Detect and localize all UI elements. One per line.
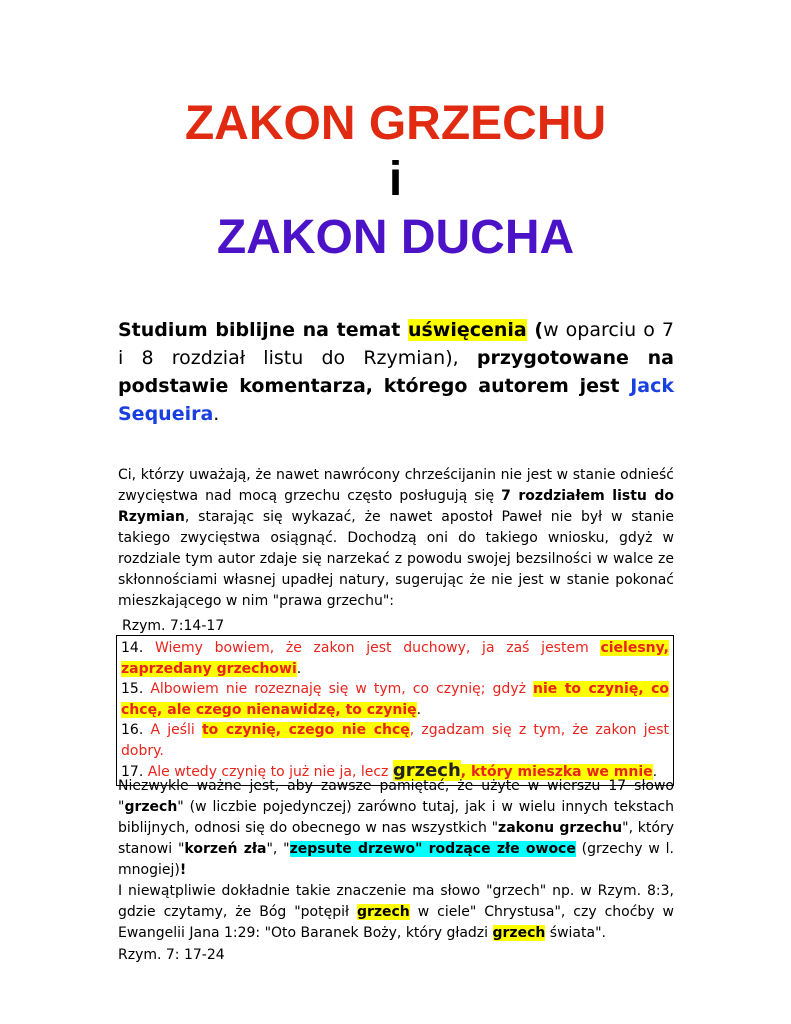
intro-text-d: w oparciu o 7 i 8 rozdział listu do Rzymian), bbox=[118, 319, 674, 369]
verse-17-num: 17. bbox=[121, 764, 148, 780]
reference-2: Rzym. 7: 17-24 bbox=[118, 947, 225, 963]
verse-16 bbox=[121, 720, 669, 761]
verse-17-end: . bbox=[652, 764, 658, 780]
title-line-1: ZAKON GRZECHU bbox=[184, 97, 607, 150]
verse-16-end: , zgadzam się z tym, że zakon jest dobry. bbox=[121, 722, 669, 759]
verse-14-end: . bbox=[296, 660, 302, 677]
verse-17-highlight: , który mieszka we mnie bbox=[460, 764, 653, 780]
para2-text-o: świata". bbox=[545, 925, 606, 941]
intro-text-f: . bbox=[213, 403, 220, 425]
intro-text-c: ( bbox=[526, 319, 544, 341]
intro-text-e: przygotowane na podstawie komentarza, którego autorem jest bbox=[118, 347, 675, 397]
para2-grzech-1: grzech bbox=[124, 799, 178, 815]
verse-16-text: A jeśli bbox=[150, 722, 202, 738]
para1-text-b: 7 rozdziałem listu do Rzymian bbox=[118, 488, 674, 525]
verse-15-end: . bbox=[416, 701, 422, 718]
verse-17-text: Ale wtedy czynię to już nie ja, lecz bbox=[147, 764, 393, 780]
verse-14-highlight: cielesny, zaprzedany grzechowi bbox=[121, 640, 669, 677]
verse-16-highlight: to czynię, czego nie chcę bbox=[201, 722, 410, 738]
para2-text-c: " (w liczbie pojedynczej) zarówno tutaj, jak i w wielu innych tekstach biblijnych, odnosi się do obecnego w nas wszystkich " bbox=[118, 799, 674, 836]
para2-text-i: (grzechy w l. mnogiej) bbox=[118, 841, 674, 878]
para1-text-c: , starając się wykazać, że nawet apostoł Paweł nie był w stanie takiego zwycięstwa osiągnąć. Dochodzą oni do takiego wniosku, gdyż w rozdziale tym autor zdaje się narzekać z powodu swojej bezsilności w walce ze skłonnościami własnej upadłej natury, sugerując że nie jest w stanie pokonać mieszkającego w nim "prawa grzechu": bbox=[118, 509, 674, 609]
verse-16-num: 16. bbox=[121, 722, 151, 738]
para2-exclaim: ! bbox=[179, 862, 187, 878]
title-line-3: ZAKON DUCHA bbox=[216, 211, 575, 264]
para2-grzech-3: grzech bbox=[492, 925, 546, 941]
verse-14 bbox=[121, 638, 669, 679]
para2-grzech-2: grzech bbox=[356, 904, 410, 920]
paragraph-2 bbox=[118, 776, 674, 944]
verse-15-num: 15. bbox=[121, 681, 151, 697]
verse-15 bbox=[121, 679, 669, 720]
verse-14-text: Wiemy bowiem, że zakon jest duchowy, ja zaś jestem bbox=[154, 640, 601, 656]
verse-14-num: 14. bbox=[121, 640, 155, 656]
para2-text-m: w ciele" Chrystusa", czy choćby w Ewangelii Jana 1:29: "Oto Baranek Boży, który gładzi bbox=[118, 904, 674, 941]
verses-box bbox=[116, 635, 674, 786]
intro-author: Jack Sequeira bbox=[118, 375, 674, 425]
para2-zakon-grzechu: zakonu grzechu bbox=[498, 820, 623, 836]
title-line-2: i bbox=[388, 153, 403, 206]
verse-15-text: Albowiem nie rozeznaję się w tym, co czynię; gdyż bbox=[150, 681, 533, 697]
para2-text-a: Niezwykle ważne jest, aby zawsze pamiętać, że użyte w wierszu 17 słowo " bbox=[118, 778, 674, 815]
para2-korzen-zla: korzeń zła bbox=[184, 841, 267, 857]
para2-zepsute-drzewo: zepsute drzewo" rodzące złe owoce bbox=[289, 841, 576, 857]
para2-text-g: ", " bbox=[266, 841, 290, 857]
intro-paragraph bbox=[118, 316, 674, 428]
intro-text-a: Studium biblijne na temat bbox=[118, 319, 408, 341]
paragraph-1 bbox=[118, 465, 674, 612]
para1-text-a: Ci, którzy uważają, że nawet nawrócony chrześcijanin nie jest w stanie odnieść zwycięstwa nad mocą grzechu często posługują się bbox=[118, 467, 674, 504]
para2-text-k: I niewątpliwie dokładnie takie znaczenie ma słowo "grzech" np. w Rzym. 8:3, gdzie czytamy, że Bóg "potępił bbox=[118, 883, 674, 920]
intro-highlight-uswiecenia: uświęcenia bbox=[407, 319, 527, 341]
para2-text-e: ", który stanowi " bbox=[118, 820, 674, 857]
verse-15-highlight: nie to czynię, co chcę, ale czego nienawidzę, to czynię bbox=[121, 681, 670, 718]
reference-1: Rzym. 7:14-17 bbox=[122, 618, 225, 634]
verse-17-grzech: grzech bbox=[392, 760, 461, 781]
